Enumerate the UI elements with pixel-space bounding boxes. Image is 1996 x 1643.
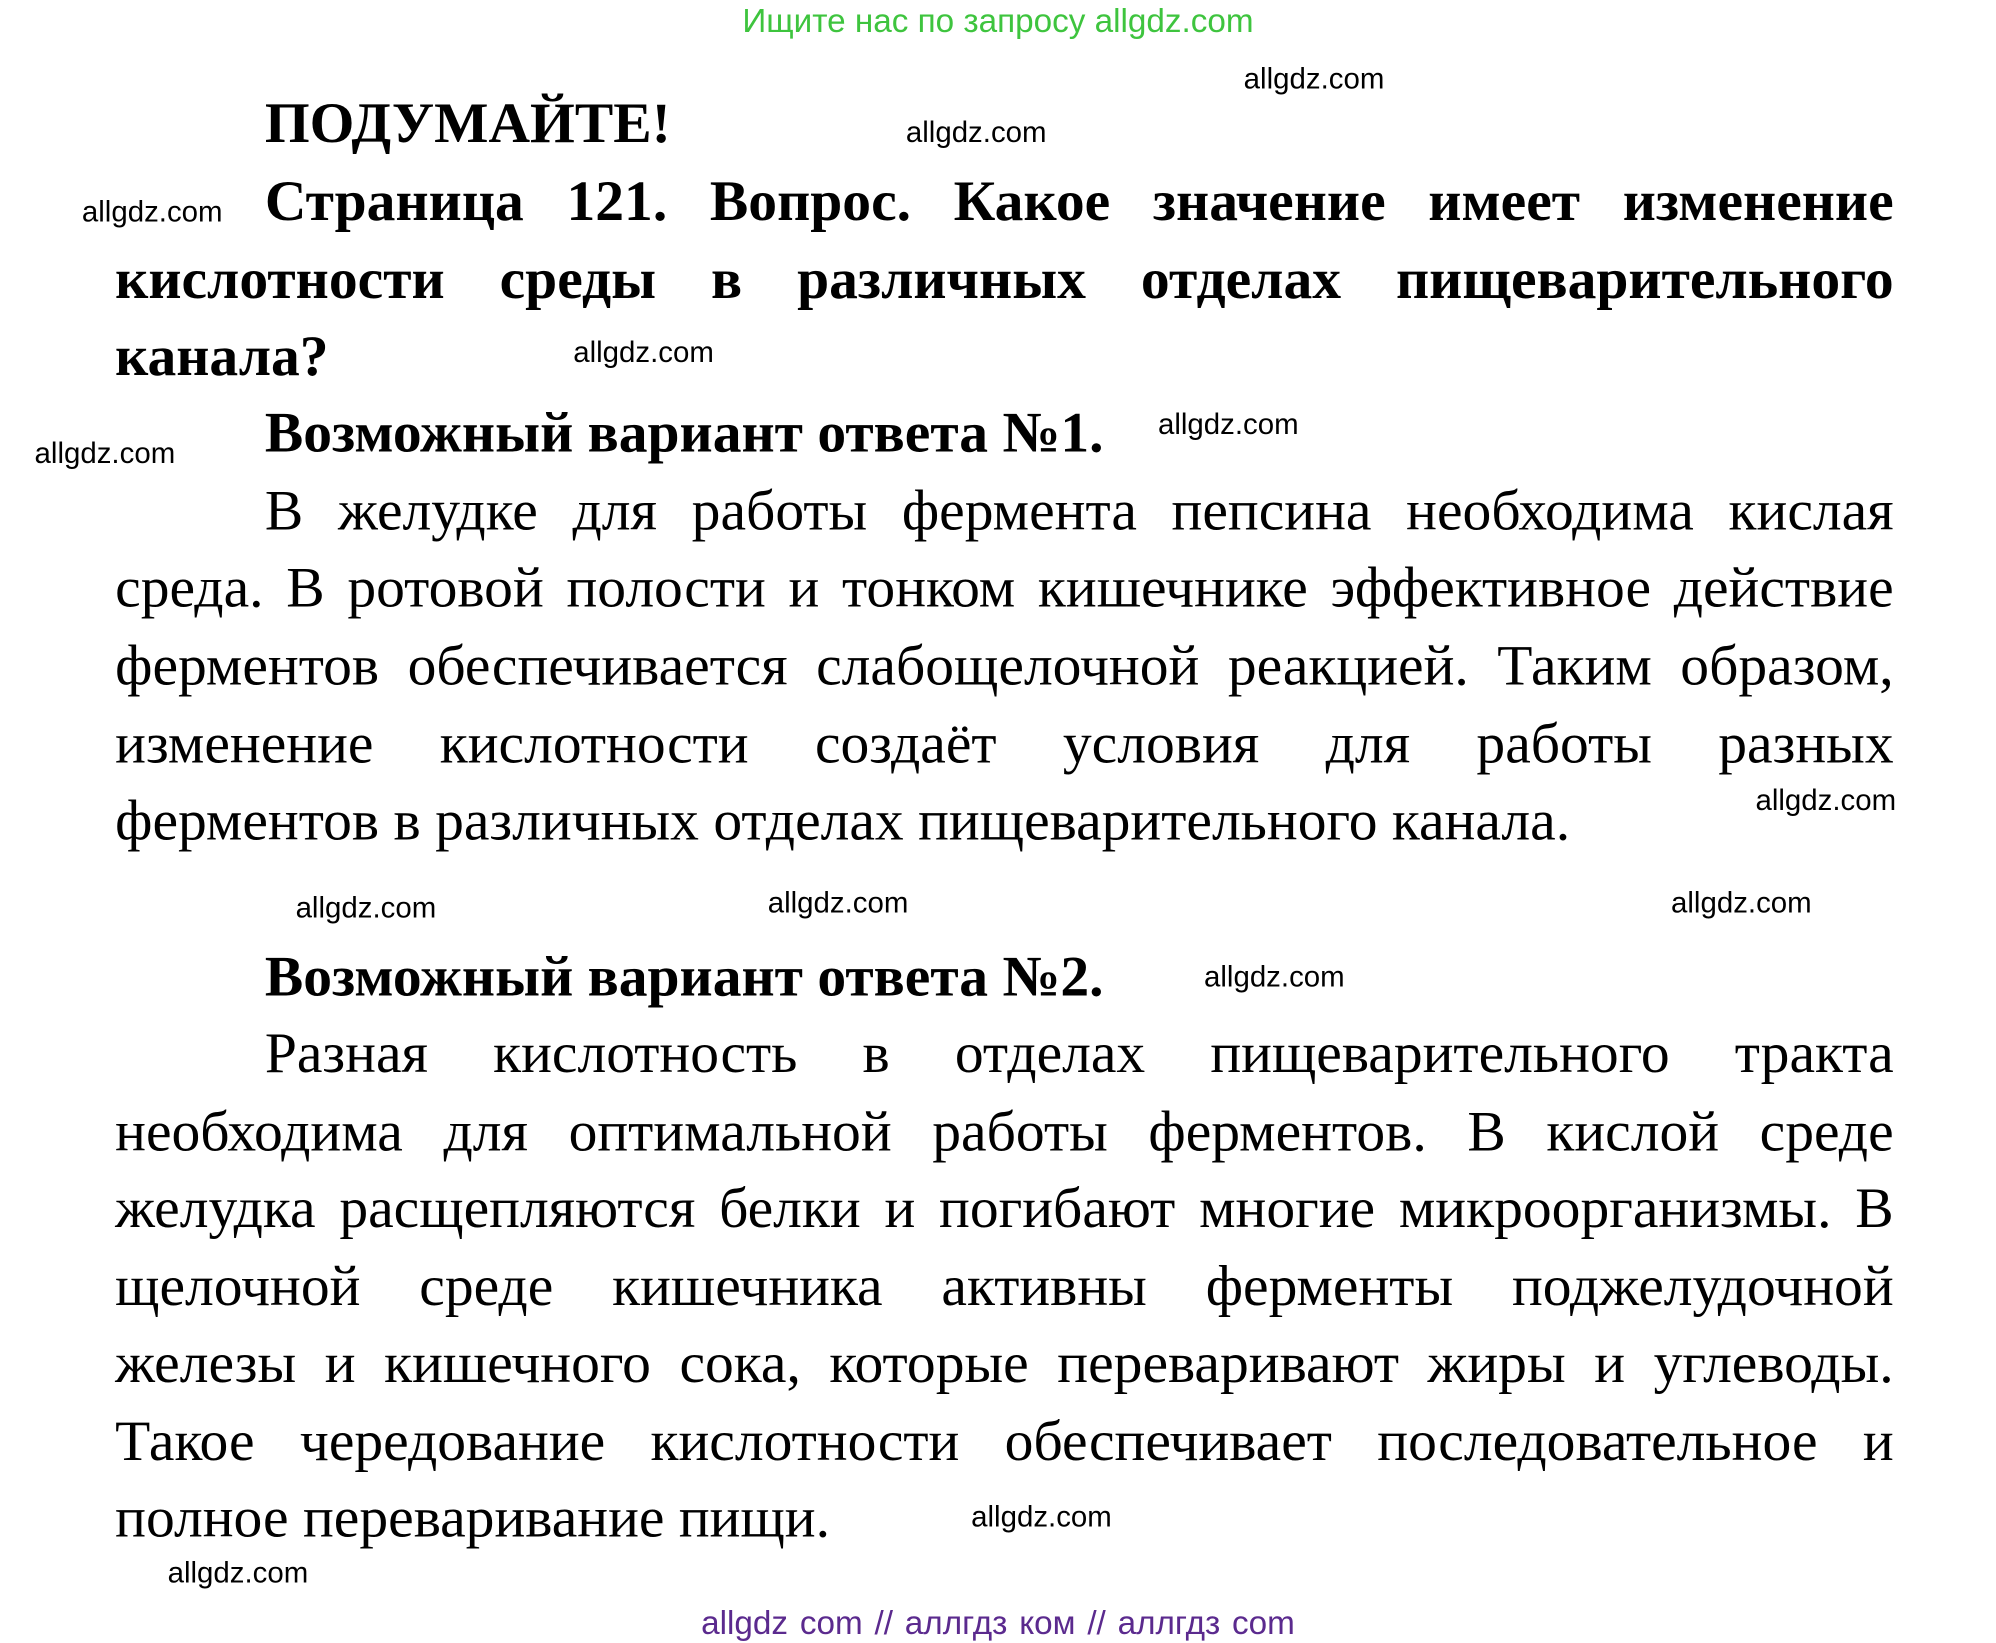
watermark: allgdz.com	[1204, 959, 1345, 993]
watermark: allgdz.com	[573, 335, 714, 369]
answer1-line: ферментов в различных отделах пищеварительного канала.	[115, 788, 1571, 853]
question-line: Страница 121. Вопрос. Какое значение имеет изменение	[264, 168, 1894, 233]
answer2-line: Такое чередование кислотности обеспечивает последовательное и	[115, 1408, 1894, 1473]
question-line: кислотности среды в различных отделах пищеварительного	[115, 246, 1894, 311]
watermark: allgdz.com	[767, 885, 909, 919]
question-line: канала?	[115, 323, 329, 388]
watermark: allgdz.com	[1671, 885, 1812, 919]
watermark: allgdz.com	[34, 436, 176, 470]
answer1-line: изменение кислотности создаёт условия для работы разных	[115, 711, 1894, 776]
heading: ПОДУМАЙТЕ!	[264, 90, 671, 155]
answer1-line: В желудке для работы фермента пепсина необходима кислая	[264, 478, 1894, 543]
watermark: allgdz.com	[971, 1499, 1112, 1533]
top-banner: Ищите нас по запросу allgdz.com	[742, 1, 1254, 40]
answer1-line: среда. В ротовой полости и тонком кишечнике эффективное действие	[115, 555, 1894, 620]
watermark: allgdz.com	[295, 890, 437, 924]
watermark: allgdz.com	[1157, 406, 1299, 441]
watermark: allgdz.com	[1755, 783, 1897, 817]
answer2-title: Возможный вариант ответа №2.	[264, 944, 1104, 1009]
answer1-title: Возможный вариант ответа №1.	[264, 400, 1104, 465]
answer2-line: необходима для оптимальной работы ферментов. В кислой среде	[115, 1099, 1894, 1164]
answer1-line: ферментов обеспечивается слабощелочной реакцией. Таким образом,	[115, 633, 1894, 698]
answer2-line: Разная кислотность в отделах пищеварительного тракта	[264, 1021, 1894, 1086]
footer: allgdz com // аллгдз ком // аллгдз com	[701, 1603, 1295, 1642]
watermark: allgdz.com	[905, 115, 1047, 149]
answer2-line: щелочной среде кишечника активны ферменты поджелудочной	[115, 1253, 1894, 1318]
watermark: allgdz.com	[167, 1555, 309, 1590]
watermark: allgdz.com	[1243, 61, 1385, 95]
answer2-line: железы и кишечного сока, которые переваривают жиры и углеводы.	[115, 1330, 1894, 1395]
answer2-line: полное переваривание пищи.	[115, 1485, 831, 1550]
answer2-line: желудка расщепляются белки и погибают многие микроорганизмы. В	[115, 1175, 1894, 1240]
watermark: allgdz.com	[81, 194, 223, 228]
